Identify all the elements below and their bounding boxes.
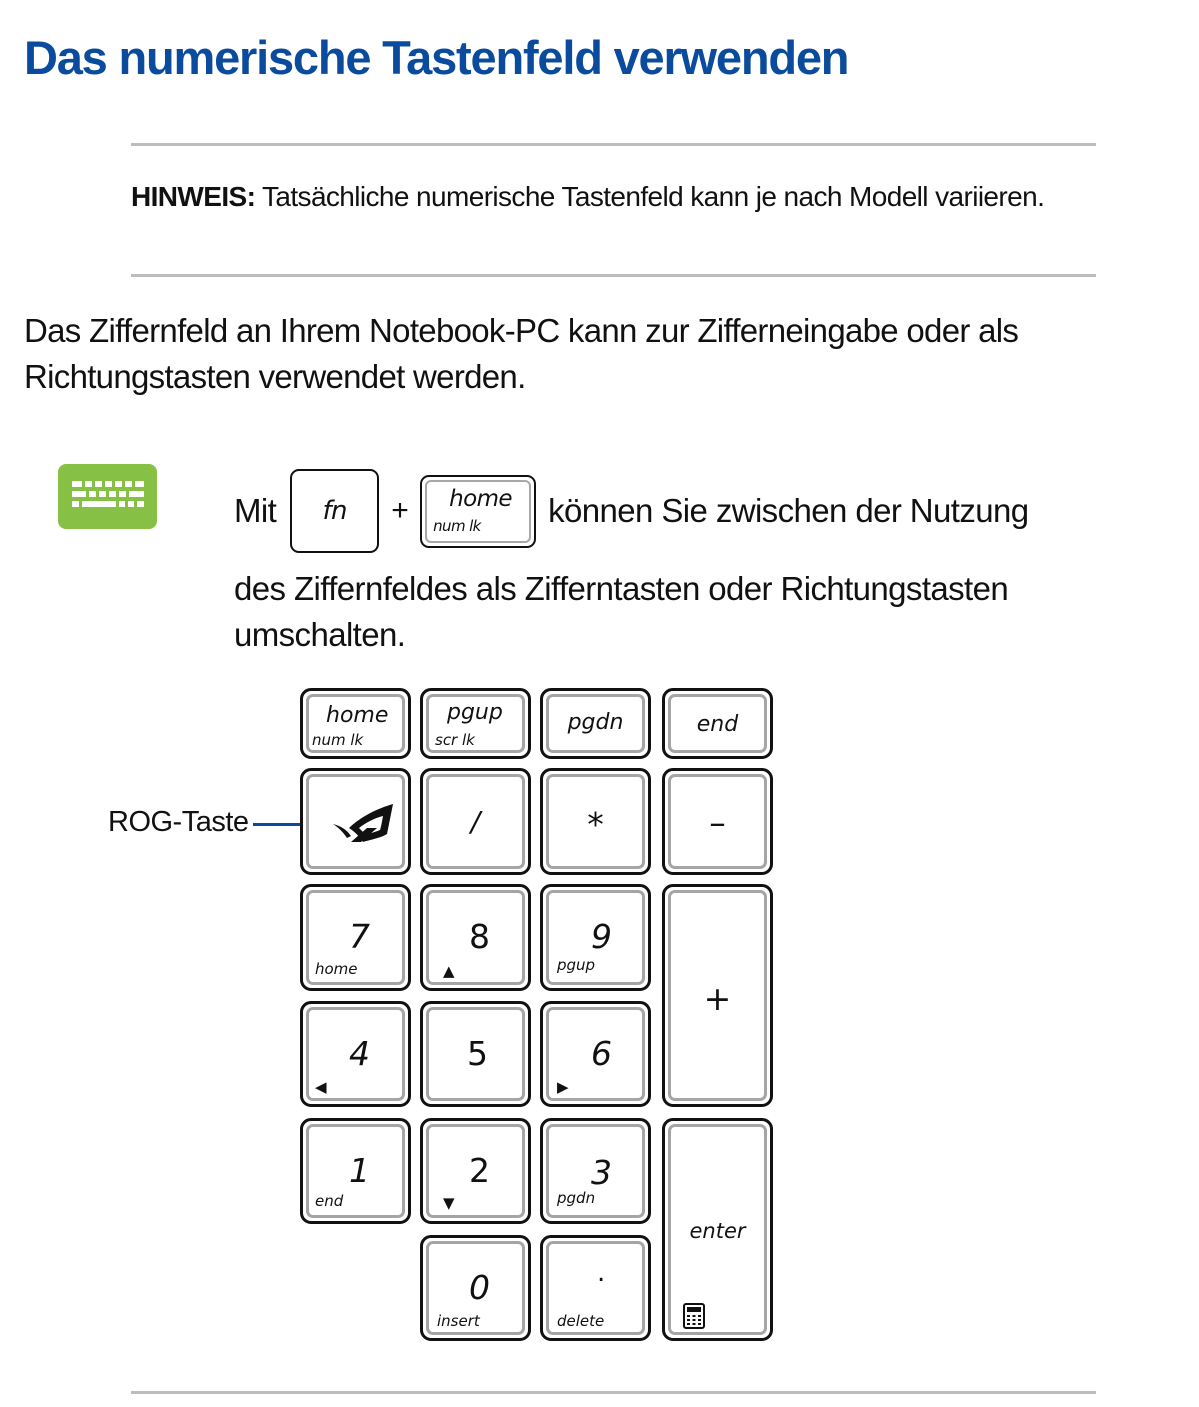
shortcut-continuation: des Ziffernfeldes als Zifferntasten oder Richtungstasten umschalten.	[234, 570, 1009, 653]
note-body: Tatsächliche numerische Tastenfeld kann je nach Modell variieren.	[255, 181, 1045, 212]
key-2-down	[420, 1118, 531, 1224]
key-home-numlk	[300, 688, 411, 759]
intro-paragraph: Das Ziffernfeld an Ihrem Notebook-PC kann zur Zifferneingabe oder als Richtungstasten verwendet werden.	[24, 312, 1019, 395]
key-7-home	[300, 884, 411, 991]
key-sub-label: end	[315, 1192, 344, 1210]
note-label: HINWEIS:	[131, 181, 256, 212]
key-8-up	[420, 884, 531, 991]
key-sub-label: scr lk	[435, 731, 475, 749]
plus-sign: +	[391, 494, 409, 527]
key-enter	[662, 1118, 773, 1341]
key-9-pgup	[540, 884, 651, 991]
key-rog	[300, 768, 411, 875]
key-main-label: 2	[469, 1151, 490, 1190]
key-main-label: 1	[349, 1151, 370, 1190]
key-sub-label: pgdn	[557, 1189, 596, 1207]
key-3-pgdn	[540, 1118, 651, 1224]
keyboard-icon	[58, 464, 157, 529]
key-end	[662, 688, 773, 759]
shortcut-suffix: können Sie zwischen der Nutzung	[548, 492, 1029, 529]
key-main-label: .	[597, 1258, 606, 1288]
key-plus	[662, 884, 773, 1107]
key-main-label: 4	[349, 1034, 370, 1073]
fn-key-label: fn	[322, 496, 347, 526]
key-multiply	[540, 768, 651, 875]
key-main-label: 7	[349, 917, 370, 956]
key-main-label: 3	[591, 1153, 612, 1192]
arrow-up-icon: ▲	[443, 962, 455, 980]
key-6-right	[540, 1001, 651, 1107]
key-main-label: +	[703, 979, 732, 1018]
key-main-label: pgup	[447, 700, 503, 725]
note-top-divider	[131, 143, 1096, 146]
key-main-label: /	[470, 805, 481, 838]
key-main-label: *	[587, 805, 604, 844]
fn-key	[290, 469, 379, 553]
rog-key-callout-label: ROG-Taste	[108, 806, 249, 838]
note-text	[131, 176, 1071, 217]
calculator-icon	[683, 1303, 705, 1329]
key-1-end	[300, 1118, 411, 1224]
home-key-main-label: home	[449, 485, 512, 512]
arrow-down-icon: ▼	[443, 1194, 455, 1212]
key-sub-label: pgup	[557, 956, 596, 974]
key-main-label: 5	[467, 1034, 488, 1073]
key-main-label: 0	[469, 1268, 490, 1307]
key-pgup-scrlk	[420, 688, 531, 759]
page-title: Das numerische Tastenfeld verwenden	[24, 31, 849, 84]
shortcut-prefix: Mit	[234, 492, 277, 529]
key-5	[420, 1001, 531, 1107]
key-sub-label: home	[315, 960, 358, 978]
key-main-label: home	[326, 703, 389, 728]
shortcut-instruction	[234, 468, 1029, 554]
key-main-label: pgdn	[567, 710, 624, 735]
key-sub-label: delete	[557, 1312, 605, 1330]
key-minus	[662, 768, 773, 875]
key-decimal-delete	[540, 1235, 651, 1341]
key-main-label: enter	[689, 1219, 746, 1243]
home-numlk-key	[420, 475, 536, 548]
rog-logo-icon	[331, 802, 397, 846]
key-main-label: 9	[591, 917, 612, 956]
arrow-left-icon: ◀	[315, 1078, 327, 1096]
key-4-left	[300, 1001, 411, 1107]
key-0-insert	[420, 1235, 531, 1341]
home-key-sub-label: num lk	[433, 516, 481, 535]
bottom-divider	[131, 1391, 1096, 1394]
key-main-label: end	[696, 712, 739, 737]
key-pgdn	[540, 688, 651, 759]
arrow-right-icon: ▶	[557, 1078, 569, 1096]
key-main-label: 8	[469, 917, 490, 956]
key-divide	[420, 768, 531, 875]
key-main-label: –	[709, 803, 726, 842]
note-bottom-divider	[131, 274, 1096, 277]
key-main-label: 6	[591, 1034, 612, 1073]
key-sub-label: num lk	[312, 731, 364, 749]
key-sub-label: insert	[437, 1312, 480, 1330]
